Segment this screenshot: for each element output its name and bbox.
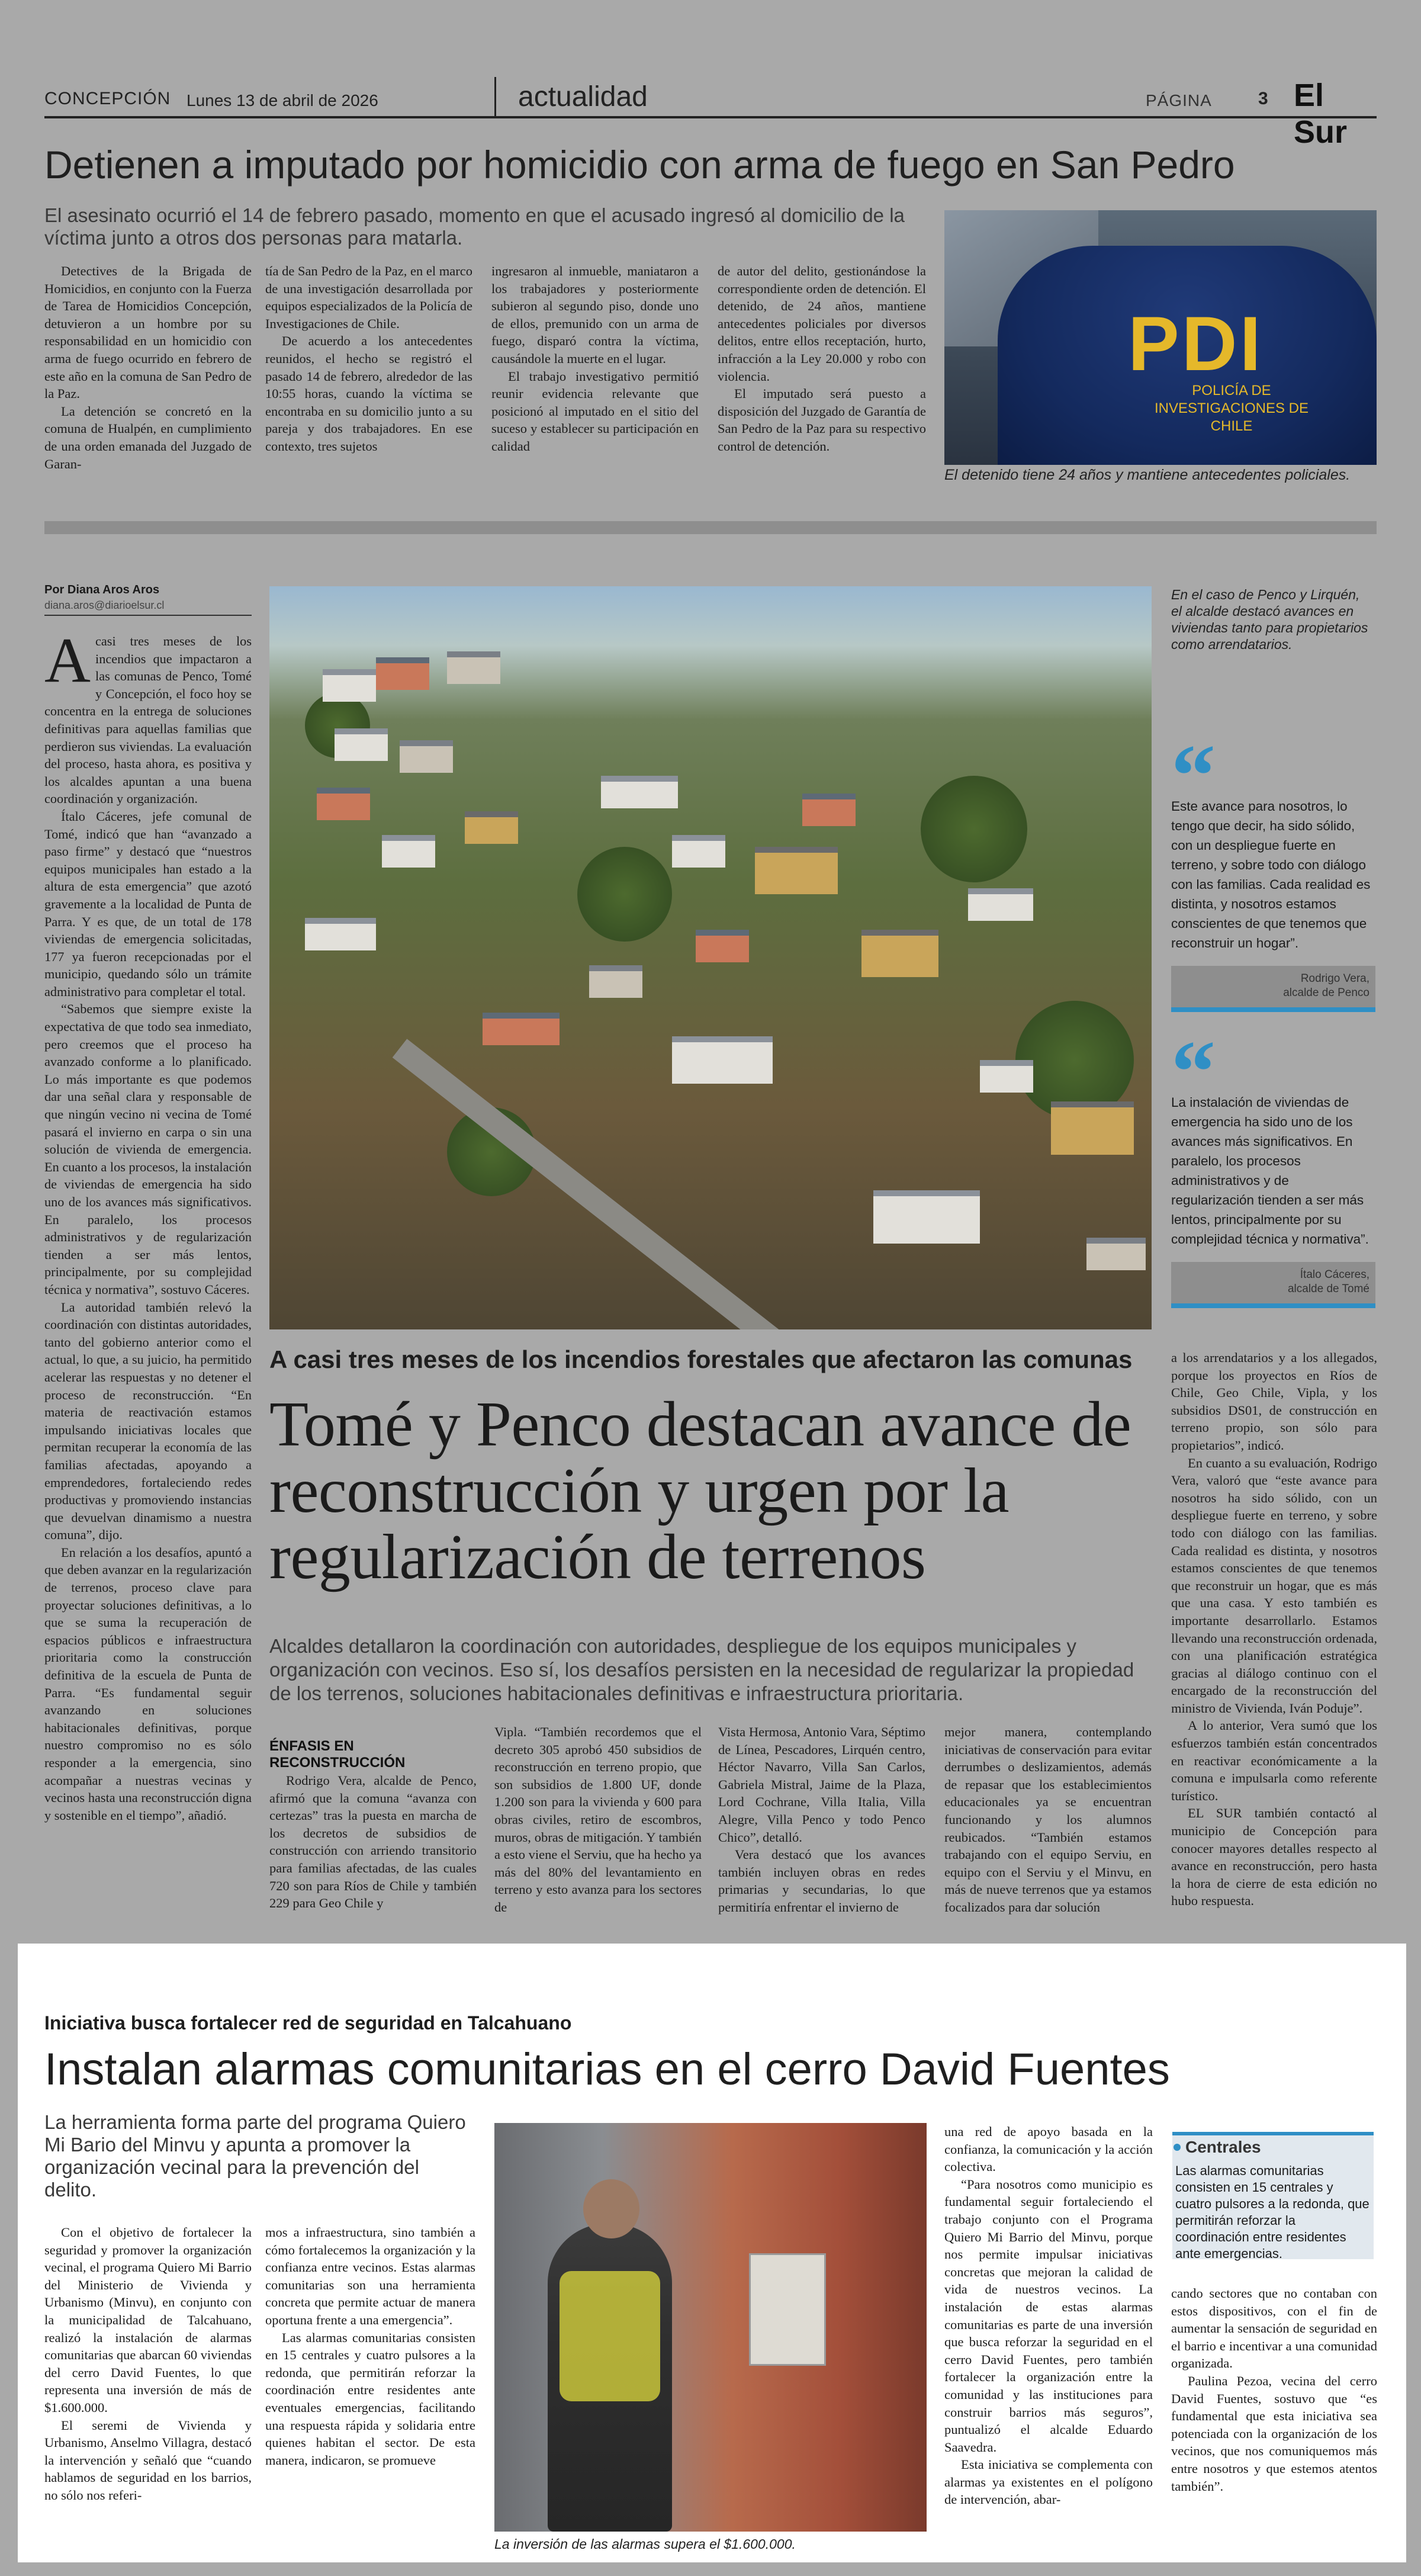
quote-box-1 — [1171, 727, 1375, 1012]
paragraph: EL SUR también contactó al municipio de Concepción para conocer mayores detalles respecto al avance en reconstrucción, pero hasta la hora de cierre de esta edición no hubo respuesta. — [1171, 1806, 1377, 1909]
paragraph: De acuerdo a los antecedentes reunidos, el hecho se registró el pasado 14 de febrero, alrededor de las 10:55 horas, cuando la víctima se encontraba en su domicilio junto a su pareja y dos trabajadores. En ese contexto, tres sujetos — [265, 333, 472, 454]
quote-source-role: alcalde de Penco — [1283, 987, 1369, 999]
paragraph: una red de apoyo basada en la confianza, la comunicación y la acción colectiva. — [944, 2124, 1153, 2174]
story2-side-caption: En el caso de Penco y Lirquén, el alcalde destacó avances en viviendas tanto para propietarios como arrendatarios. — [1171, 587, 1368, 652]
paragraph: “Sabemos que siempre existe la expectativa de que todo sea inmediato, pero creemos que el proceso ha avanzado conforme a lo planificado. Lo más importante es que podemos dar una señal clara y responsable de que ningún vecino ni vecina de Tomé pasará el invierno en carpa o sin una solución de vivienda de emergencia. En cuanto a los procesos, la instalación de viviendas de emergencia ha sido uno de los avances más significativos. En paralelo, los procesos administrativos y de regularización tienden a ser más lentos, principalmente, por su complejidad técnica y normativa”, sostuvo Cáceres. — [44, 1001, 252, 1297]
story1-caption: El detenido tiene 24 años y mantiene antecedentes policiales. — [944, 467, 1351, 483]
masthead — [44, 77, 1377, 150]
alarm-panel-shape — [749, 2253, 826, 2366]
section-title: actualidad — [518, 81, 648, 113]
paragraph: cando sectores que no contaban con estos dispositivos, con el fin de aumentar la sensación de seguridad en el barrio e incentivar a una comunidad organizada. — [1171, 2286, 1377, 2371]
house-shape — [305, 918, 376, 950]
story3-column-4 — [1171, 2285, 1377, 2495]
house-shape — [465, 811, 518, 844]
paragraph: Rodrigo Vera, alcalde de Penco, afirmó que la comuna “avanza con certezas” tras la puesta en marcha de los decretos de subsidios de construcción con arriendo transitorio para familias afectadas, de las cuales 720 son para Ríos de Chile y también 229 para Geo Chile y — [269, 1773, 477, 1911]
paragraph: Paulina Pezoa, vecina del cerro David Fuentes, sostuvo que “es fundamental que esta iniciativa sea potenciada con la organización de los vecinos, que nos comuniquemos más entre nosotros y que estemos atentos también”. — [1171, 2373, 1377, 2494]
paragraph: mos a infraestructura, sino también a cómo fortalecemos la organización y la confianza entre vecinos. Estas alarmas comunitarias son una herramienta concreta que permite actuar de manera oportuna frente a una emergencia”. — [265, 2225, 475, 2327]
paragraph: casi tres meses de los incendios que impactaron a las comunas de Penco, Tomé y Concepción, el foco hoy se concentra en la entrega de soluciones definitivas para aquellas familias que perdieron sus viviendas. La evaluación del proceso, hasta ahora, es positiva y los alcaldes apuntan a una buena coordinación y organización. — [44, 634, 252, 807]
paragraph: Vera destacó que los avances también incluyen obras en redes primarias y secundarias, lo que permitiría enfrentar el invierno de — [718, 1847, 925, 1915]
house-shape — [317, 788, 370, 820]
story1-column-1 — [44, 262, 252, 473]
page-label: PÁGINA — [1146, 91, 1212, 110]
tree-shape — [921, 776, 1027, 882]
tree-shape — [577, 847, 672, 942]
story2-column-b — [494, 1723, 702, 1916]
quote-source — [1171, 1262, 1375, 1308]
pdi-logo-subtext: POLICÍA DE INVESTIGACIONES DE CHILE — [1154, 383, 1309, 434]
info-box-title: Centrales — [1185, 2138, 1261, 2156]
page-number: 3 — [1258, 89, 1268, 108]
quote-source — [1171, 966, 1375, 1012]
house-shape — [1086, 1238, 1146, 1270]
story3-headline: Instalan alarmas comunitarias en el cerro David Fuentes — [44, 2044, 1170, 2095]
paragraph: La detención se concretó en la comuna de Hualpén, en cumplimiento de una orden emanada del Juzgado de Garan- — [44, 403, 252, 471]
story1-headline: Detienen a imputado por homicidio con arma de fuego en San Pedro — [44, 143, 1235, 187]
masthead-city: CONCEPCIÓN — [44, 89, 171, 108]
drop-cap: A — [44, 625, 91, 696]
quote-source-role: alcalde de Tomé — [1287, 1283, 1369, 1295]
paragraph: mejor manera, contemplando iniciativas de conservación para evitar derrumbes o deslizamientos, además de repasar que los establecimientos educacionales ya se encuentran funcionando y los alumnos reubicados. “También estamos trabajando con el equipo Serviu, en equipo con el Serviu y el Minvu, en más de nueve terrenos que ya estamos focalizados para dar solución — [944, 1724, 1152, 1915]
paragraph: Esta iniciativa se complementa con alarmas ya existentes en el polígono de intervención, abar- — [944, 2457, 1153, 2507]
house-shape — [873, 1190, 980, 1244]
story2-column-a — [269, 1772, 477, 1912]
masthead-date: Lunes 13 de abril de 2026 — [187, 91, 378, 110]
story2-headline: Tomé y Penco destacan avance de reconstrucción y urgen por la regularización de terrenos — [269, 1389, 1131, 1592]
newspaper-logo: El Sur — [1294, 78, 1348, 150]
house-shape — [400, 740, 453, 773]
house-shape — [483, 1013, 560, 1045]
quote-text: La instalación de viviendas de emergencia ha sido uno de los avances más significativos. En paralelo, los procesos administrativos y de regularización tienden a ser más lentos, principalmente por su complejidad técnica y normativa”. — [1171, 1095, 1369, 1247]
house-shape — [335, 728, 388, 761]
quote-source-name: Ítalo Cáceres, — [1300, 1268, 1369, 1281]
paragraph: El imputado será puesto a disposición del Juzgado de Garantía de San Pedro de la Paz para su respectivo control de detención. — [718, 386, 926, 454]
paragraph: Vista Hermosa, Antonio Vara, Séptimo de Línea, Pescadores, Lirquén centro, Héctor Navarro, Villa San Carlos, Gabriela Mistral, Jaime de la Plaza, Lord Cochrane, Villa Italia, Villa Alegre, Villa Penco y todo Penco Chico”, detalló. — [718, 1724, 925, 1845]
paragraph: A lo anterior, Vera sumó que los esfuerzos también están concentrados en reactivar económicamente a la comuna e impulsarla como referente turístico. — [1171, 1718, 1377, 1803]
story2-subhead: ÉNFASIS EN RECONSTRUCCIÓN — [269, 1738, 406, 1771]
story3-column-3 — [944, 2123, 1153, 2508]
paragraph: a los arrendatarios y a los allegados, porque los proyectos en Ríos de Chile, Geo Chile, Vipla, y los subsidios DS01, de construcción en terreno propio, son sólo para propietarios”, indicó. — [1171, 1350, 1377, 1453]
story1-column-3 — [491, 262, 699, 455]
paragraph: El trabajo investigativo permitió reunir evidencia relevante que posicionó al imputado en el sitio del suceso y establecer su participación en calidad — [491, 368, 699, 454]
house-shape — [755, 847, 838, 894]
house-shape — [968, 888, 1033, 921]
paragraph: Detectives de la Brigada de Homicidios, en conjunto con la Fuerza de Tarea de Homicidios Concepción, detuvieron a un hombre por su responsabilidad en un homicidio con arma de fuego ocurrido en febrero de este año en la comuna de San Pedro de la Paz. — [44, 264, 252, 402]
paragraph: “Para nosotros como municipio es fundamental seguir fortaleciendo el trabajo conjunto con el Programa Quiero Mi Barrio del Minvu, porque nos permite impulsar iniciativas concretas que mejoran la calidad de vida de nuestros vecinos. La instalación de estas alarmas comunitarias es parte de una inversión que busca reforzar la seguridad en el cerro David Fuentes, pero también fortalecer la organización entre la comunidad y las instituciones para construir barrios más seguros”, puntualizó el alcalde Eduardo Saavedra. — [944, 2176, 1153, 2455]
paragraph: El seremi de Vivienda y Urbanismo, Anselmo Villagra, destacó la intervención y señaló que “cuando hablamos de seguridad en los barrios, no sólo nos referi- — [44, 2417, 252, 2503]
story3-deck: La herramienta forma parte del programa Quiero Mi Bario del Minvu y apunta a promover la organización vecinal para la prevención del delito. — [44, 2111, 466, 2201]
paragraph: Vipla. “También recordemos que el decreto 305 aprobó 450 subsidios de reconstrucción en terreno propio, que son subsidios de 1.800 UF, donde 1.200 son para la vivienda y 600 para obras civiles, retiro de escombros, muros, obras de mitigación. Y también a esto viene el Serviu, que ha hecho ya más del 80% del levantamiento en terreno y esto avanza para los sectores de — [494, 1724, 702, 1915]
story2-column-d — [944, 1723, 1152, 1916]
town-photo — [269, 586, 1152, 1329]
story3-caption: La inversión de las alarmas supera el $1.600.000. — [494, 2536, 796, 2552]
house-shape — [589, 965, 642, 998]
paragraph: tía de San Pedro de la Paz, en el marco de una investigación desarrollada por equipos especializados de la Policía de Investigaciones de Chile. — [265, 264, 472, 331]
bullet-icon — [1174, 2144, 1181, 2151]
paragraph: de autor del delito, gestionándose la correspondiente orden de detención. El detenido, de 24 años, mantiene antecedentes policiales por diversos delitos, entre ellos receptación, hurto, infracción a la Ley 20.000 y robo con violencia. — [718, 264, 926, 384]
house-shape — [323, 669, 376, 702]
pdi-photo — [944, 210, 1377, 465]
paragraph: En cuanto a su evaluación, Rodrigo Vera, valoró que “este avance para nosotros ha sido sólido, con un despliegue fuerte en terreno, y sobre todo con diálogo con las familias. Cada realidad es distinta, y nosotros estamos conscientes de que tenemos que reconstruir un hogar, que es más que una casa. Y esto también es importante desarrollarlo. Estamos llevando una reconstrucción ordenada, con una planificación estratégica gracias al diálogo continuo con el encargado de la reconstrucción del ministro de Vivienda, Iván Poduje”. — [1171, 1455, 1377, 1716]
house-shape — [447, 651, 500, 684]
paragraph: La autoridad también relevó la coordinación con distintas autoridades, tanto del gobierno anterior como el actual, lo que, a su juicio, ha permitido acelerar las respuestas y no detener el proceso de reconstrucción. “En materia de reactivación estamos impulsando iniciativas locales que permitan recuperar la economía de las familias afectadas, apoyando a emprendedores, fortaleciendo redes productivas y promoviendo instancias que devuelvan dinamismo a nuestra comuna”, dijo. — [44, 1299, 252, 1543]
house-shape — [601, 776, 678, 808]
quote-box-2 — [1171, 1023, 1375, 1308]
byline-rule — [44, 615, 252, 616]
house-shape — [696, 930, 749, 962]
story2-kicker: A casi tres meses de los incendios forestales que afectaron las comunas — [269, 1345, 1133, 1373]
story1-deck: El asesinato ocurrió el 14 de febrero pasado, momento en que el acusado ingresó al domicilio de la víctima junto a otros dos personas para matarla. — [44, 204, 905, 249]
story2-deck: Alcaldes detallaron la coordinación con autoridades, despliegue de los equipos municipales y organización con vecinos. Eso sí, los desafíos persisten en la necesidad de regularizar la propiedad de los terrenos, soluciones habitacionales definitivas e infraestructura prioritaria. — [269, 1635, 1134, 1704]
house-shape — [1051, 1101, 1134, 1155]
house-shape — [861, 930, 938, 977]
paragraph: Ítalo Cáceres, jefe comunal de Tomé, indicó que han “avanzado a paso firme” y destacó que “nuestros equipos municipales han estado a la altura de esta emergencia” que azotó gravemente a la localidad de Punta de Parra. Y es que, de un total de 178 viviendas de emergencia solicitadas, 177 ya fueron recepcionadas por el municipio, quedando sólo un trámite administrativo para completar el total. — [44, 808, 252, 999]
story2-column-c — [718, 1723, 925, 1916]
info-box-text: Las alarmas comunitarias consisten en 15 centrales y cuatro pulsores a la redonda, que permitirán reforzar la coordinación entre residentes ante emergencias. — [1175, 2163, 1369, 2261]
house-shape — [382, 835, 435, 868]
story2-column-e — [1171, 1349, 1377, 1910]
house-shape — [672, 835, 725, 868]
story1-column-2 — [265, 262, 472, 455]
house-shape — [980, 1060, 1033, 1093]
paragraph: ingresaron al inmueble, maniataron a los trabajadores y posteriormente subieron al segundo piso, donde uno de ellos, premunido con un arma de fuego, disparó contra la víctima, causándole la muerte en el lugar. — [491, 264, 699, 366]
byline: Por Diana Aros Aros — [44, 583, 160, 596]
paragraph: En relación a los desafíos, apuntó a que deben avanzar en la regularización de terrenos, proceso clave para proyectar soluciones definitivas, a lo que se suma la recuperación de espacios públicos e infraestructura prioritaria como la construcción definitiva de la escuela de Punta de Parra. “Es fundamental seguir avanzando en soluciones habitacionales definitivas, porque nuestro compromiso no es sólo responder a la emergencia, sino acompañar a nuestras vecinas y vecinos hasta una reconstrucción digna y sostenible en el tiempo”, añadió. — [44, 1544, 252, 1823]
story3-kicker: Iniciativa busca fortalecer red de seguridad en Talcahuano — [44, 2012, 572, 2034]
quote-source-name: Rodrigo Vera, — [1300, 972, 1369, 985]
paragraph: Con el objetivo de fortalecer la seguridad y promover la organización vecinal, el programa Quiero Mi Barrio del Ministerio de Vivienda y Urbanismo (Minvu), en conjunto con la municipalidad de Talcahuano, realizó la instalación de alarmas comunitarias que abarcan 60 viviendas del cerro David Fuentes, lo que representa una inversión de más de $1.600.000. — [44, 2225, 252, 2415]
masthead-divider — [494, 77, 496, 118]
quote-text: Este avance para nosotros, lo tengo que decir, ha sido sólido, con un despliegue fuerte en terreno, y sobre todo con diálogo con las familias. Cada realidad es distinta, y nosotros estamos conscientes de que tenemos que reconstruir un hogar”. — [1171, 799, 1371, 950]
story2-column-1 — [44, 625, 252, 1824]
byline-email: diana.aros@diarioelsur.cl — [44, 599, 165, 611]
section-divider — [44, 521, 1377, 534]
head-shape — [583, 2179, 639, 2238]
house-shape — [376, 657, 429, 690]
story1-column-4 — [718, 262, 926, 455]
pdi-logo-text: PDI — [1128, 300, 1264, 387]
vest-shape — [560, 2271, 660, 2401]
house-shape — [802, 794, 856, 826]
story3-column-2 — [265, 2224, 475, 2469]
house-shape — [672, 1036, 773, 1084]
quote-icon: “ — [1171, 1023, 1216, 1121]
story3-column-1 — [44, 2224, 252, 2504]
paragraph: Las alarmas comunitarias consisten en 15 centrales y cuatro pulsores a la redonda, que permitirán reforzar la coordinación entre residentes ante eventuales emergencias, facilitando una respuesta rápida y solidaria entre quienes habitan el sector. De esta manera, indicaron, se promueve — [265, 2330, 475, 2468]
quote-icon: “ — [1171, 727, 1216, 825]
alarm-photo — [494, 2123, 927, 2532]
